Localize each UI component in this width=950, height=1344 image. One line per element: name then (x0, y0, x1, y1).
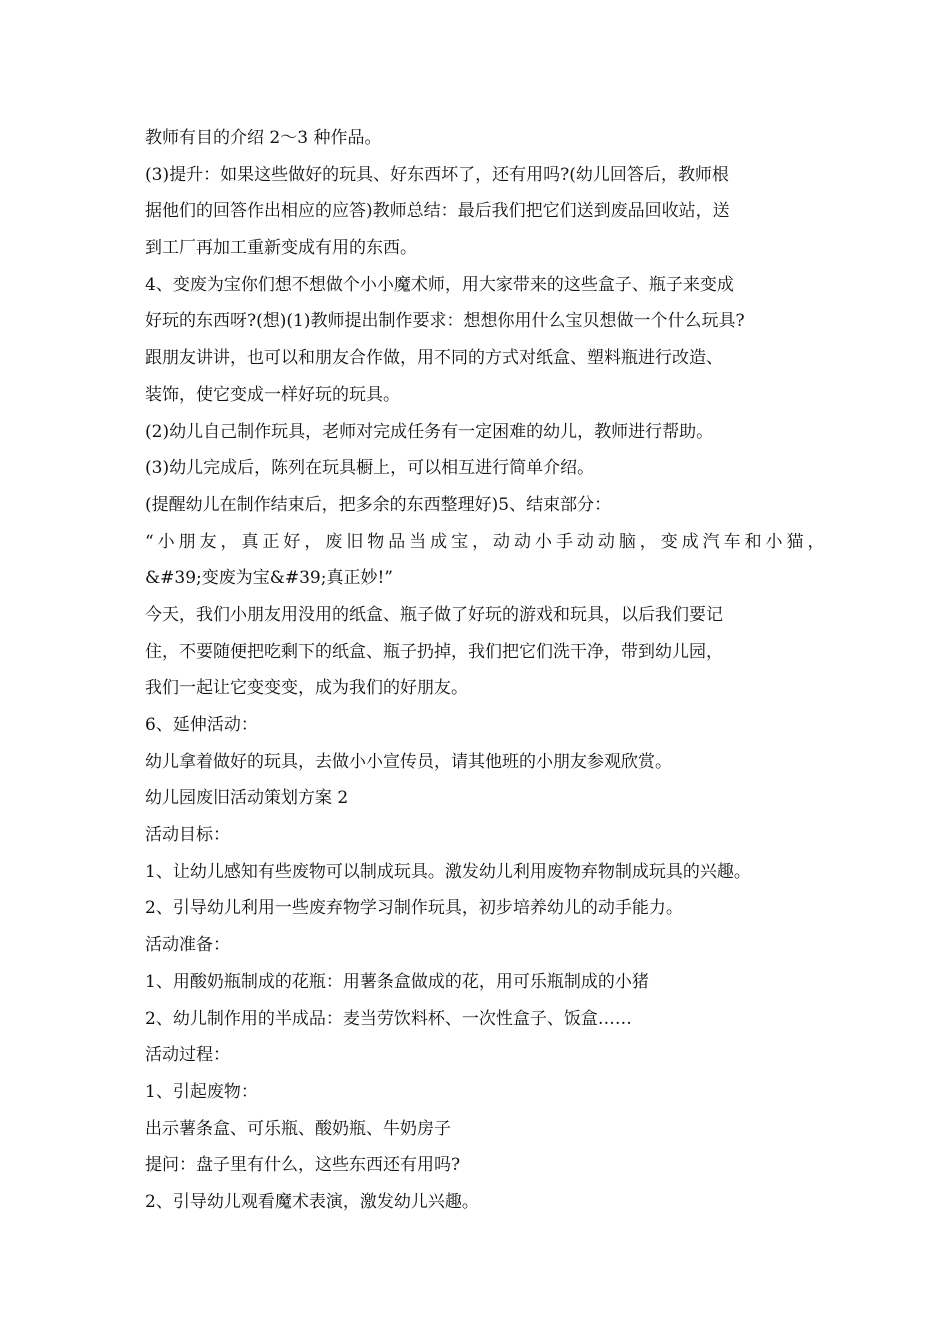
text-line: (2)幼儿自己制作玩具，老师对完成任务有一定困难的幼儿，教师进行帮助。 (145, 421, 714, 442)
text-line: “小朋友，真正好，废旧物品当成宝，动动小手动动脑，变成汽车和小猫， (145, 531, 825, 552)
text-line: 到工厂再加工重新变成有用的东西。 (145, 238, 417, 259)
section-title: 幼儿园废旧活动策划方案 2 (145, 788, 349, 809)
text-line: (提醒幼儿在制作结束后，把多余的东西整理好)5、结束部分： (145, 494, 612, 515)
text-line: 1、用酸奶瓶制成的花瓶：用薯条盒做成的花，用可乐瓶制成的小猪 (145, 971, 649, 992)
text-line: (3)幼儿完成后，陈列在玩具橱上，可以相互进行简单介绍。 (145, 458, 595, 479)
text-line: 今天，我们小朋友用没用的纸盒、瓶子做了好玩的游戏和玩具，以后我们要记 (145, 604, 723, 625)
text-line: 活动准备： (145, 935, 230, 956)
text-line: 我们一起让它变变变，成为我们的好朋友。 (145, 678, 468, 699)
text-line: 2、引导幼儿利用一些废弃物学习制作玩具，初步培养幼儿的动手能力。 (145, 898, 683, 919)
text-line: 6、延伸活动： (145, 715, 258, 735)
text-line: 住，不要随便把吃剩下的纸盒、瓶子扔掉，我们把它们洗干净，带到幼儿园， (145, 641, 723, 662)
text-line: 装饰，使它变成一样好玩的玩具。 (145, 384, 400, 405)
text-line: 跟朋友讲讲，也可以和朋友合作做，用不同的方式对纸盒、塑料瓶进行改造、 (145, 348, 723, 369)
text-line: 活动目标： (145, 825, 230, 846)
text-line: 1、引起废物： (145, 1081, 258, 1102)
text-line: 出示薯条盒、可乐瓶、酸奶瓶、牛奶房子 (145, 1118, 451, 1139)
text-line: 4、变废为宝你们想不想做个小小魔术师，用大家带来的这些盒子、瓶子来变成 (145, 274, 734, 295)
document-body (145, 120, 825, 1221)
text-line: 好玩的东西呀?(想)(1)教师提出制作要求：想想你用什么宝贝想做一个什么玩具? (145, 311, 745, 332)
text-line: 幼儿拿着做好的玩具，去做小小宣传员，请其他班的小朋友参观欣赏。 (145, 751, 672, 772)
text-line: (3)提升：如果这些做好的玩具、好东西坏了，还有用吗?(幼儿回答后，教师根 (145, 164, 729, 185)
text-line: 2、引导幼儿观看魔术表演，激发幼儿兴趣。 (145, 1191, 479, 1212)
text-line: 据他们的回答作出相应的应答)教师总结：最后我们把它们送到废品回收站，送 (145, 201, 730, 222)
text-line: 1、让幼儿感知有些废物可以制成玩具。激发幼儿利用废物弃物制成玩具的兴趣。 (145, 861, 751, 882)
text-line: 活动过程： (145, 1045, 230, 1066)
text-line: 提问：盘子里有什么，这些东西还有用吗? (145, 1155, 461, 1176)
text-line: 2、幼儿制作用的半成品：麦当劳饮料杯、一次性盒子、饭盒…… (145, 1008, 632, 1029)
text-line: &#39;变废为宝&#39;真正妙!” (145, 568, 393, 589)
text-line: 教师有目的介绍 2～3 种作品。 (145, 128, 382, 148)
